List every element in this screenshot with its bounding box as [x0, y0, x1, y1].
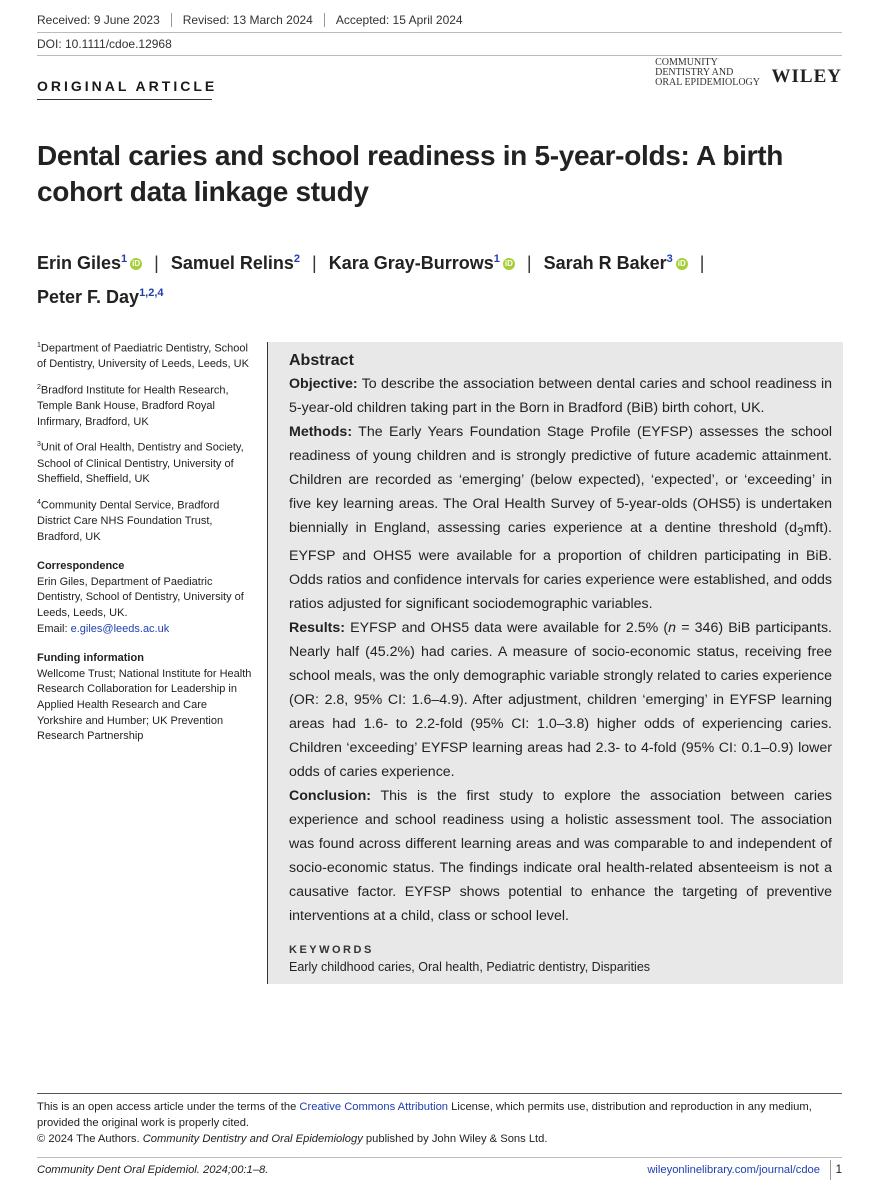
- author-separator: |: [312, 253, 317, 273]
- keywords-heading: KEYWORDS: [289, 944, 374, 956]
- sidebar: [37, 338, 252, 752]
- journal-url-link[interactable]: wileyonlinelibrary.com/journal/cdoe: [647, 1164, 820, 1176]
- author-affiliation[interactable]: 1: [493, 253, 500, 265]
- orcid-icon[interactable]: iD: [504, 259, 513, 269]
- license-link[interactable]: Creative Commons Attribution: [299, 1101, 449, 1113]
- revised-date: Revised: 13 March 2024: [182, 13, 313, 27]
- journal-logo: [655, 58, 760, 88]
- affiliation: $^4$Community Dental Service, Bradford District Care NHS Foundation Trust, Bradford, UK: [37, 498, 220, 543]
- funding-heading: Funding information: [37, 652, 144, 665]
- section-label-underline: [37, 99, 212, 100]
- author-affiliation[interactable]: 1: [121, 253, 128, 265]
- author-name[interactable]: Peter F. Day: [37, 287, 140, 307]
- journal-logo-line: COMMUNITY: [655, 57, 718, 68]
- email-link[interactable]: e.giles@leeds.ac.uk: [70, 622, 170, 635]
- abstract-left-rule: [267, 342, 268, 984]
- divider: [830, 1160, 831, 1180]
- keywords-list: Early childhood caries, Oral health, Pediatric dentistry, Disparities: [289, 960, 651, 974]
- footer-rule: [37, 1157, 842, 1158]
- accepted-date: Accepted: 15 April 2024: [335, 13, 463, 27]
- divider: [171, 13, 172, 27]
- funding-text: Wellcome Trust; National Institute for Health Research Collaboration for Leadership in Applied Health Research and Care Yorkshire and Humber; UK Prevention Research Partnership: [37, 667, 252, 743]
- header-rule: [37, 32, 842, 33]
- author-affiliation[interactable]: 2: [293, 253, 301, 265]
- correspondence-text: Erin Giles, Department of Paediatric Dentistry, School of Dentistry, University of Leeds, Leeds, UK. Email: e.giles@leeds.ac.uk: [37, 575, 244, 635]
- footer-rule: [37, 1093, 842, 1094]
- abstract: [289, 350, 832, 928]
- abstract-conclusion: Conclusion: This is the first study to explore the association between caries experience and school readiness using a holistic assessment tool. The association was found across different learning areas and was comparable to and independent of socio-economic status. The findings indicate oral health-related absenteeism is not a causative factor. EYFSP shows potential to enhance the targeting of preventive interventions at a child, class or school level.: [289, 787, 832, 924]
- orcid-icon[interactable]: iD: [132, 259, 141, 269]
- abstract-results: Results: EYFSP and OHS5 data were available for 2.5% (n = 346) BiB participants. Nearly half (45.2%) had caries. A measure of socio-economic status, receiving free school meals, was the only demographic variable strongly related to caries experience (OR: 2.8, 95% CI: 1.6–4.9). After adjustment, children ‘emerging’ in EYFSP learning areas had 1.6- to 2.2-fold (95% CI: 1.0–3.8) higher odds of experiencing caries. Children ‘exceeding’ EYFSP learning areas had 2.3- to 4-fold (95% CI: 0.1–0.9) lower odds of caries experience.: [289, 619, 832, 780]
- affiliation: $^3$Unit of Oral Health, Dentistry and Society, School of Clinical Dentistry, University of Sheffield, Sheffield, UK: [37, 441, 244, 486]
- author-list: [37, 244, 837, 312]
- author-separator: |: [526, 253, 532, 273]
- affiliation: $^2$Bradford Institute for Health Research, Temple Bank House, Bradford Royal Infirmary, Bradford, UK: [37, 383, 229, 428]
- article-history: [37, 13, 463, 27]
- citation: Community Dent Oral Epidemiol. 2024;00:1–8.: [37, 1164, 269, 1176]
- author-affiliation[interactable]: 3: [666, 253, 673, 265]
- abstract-methods: Methods: The Early Years Foundation Stage Profile (EYFSP) assesses the school readiness of young children and is strongly predictive of future academic attainment. Children are recorded as ‘emerging’ (below expected), ‘expected’, or ‘exceeding’ in five key learning areas. The Oral Health Survey of 5-year-olds (OHS5) is undertaken biennially in England, assessing caries experience at a dentine threshold $(d_3mft)$. EYFSP and OHS5 were available for a proportion of children participating in BiB. Odds ratios and confidence intervals for caries experience were established, and odds ratios adjusted for significant sociodemographic variables.: [289, 424, 832, 612]
- author-name[interactable]: Sarah R Baker: [543, 253, 667, 273]
- correspondence-heading: Correspondence: [37, 560, 125, 573]
- author-affiliation[interactable]: 1,2,4: [139, 287, 164, 299]
- section-label: ORIGINAL ARTICLE: [37, 78, 218, 94]
- received-date: Received: 9 June 2023: [37, 13, 160, 27]
- orcid-icon[interactable]: iD: [677, 259, 686, 269]
- journal-logo-line: DENTISTRY AND: [655, 67, 734, 78]
- article-title: Dental caries and school readiness in 5-year-olds: A birth cohort data linkage study: [37, 140, 784, 207]
- doi[interactable]: DOI: 10.1111/cdoe.12968: [37, 37, 172, 51]
- divider: [324, 13, 325, 27]
- affiliation: $^1$Department of Paediatric Dentistry, School of Dentistry, University of Leeds, Leeds, UK: [37, 342, 249, 371]
- author-separator: |: [699, 253, 705, 273]
- publisher-logo: WILEY: [771, 66, 842, 87]
- header-rule: [37, 55, 842, 56]
- abstract-heading: Abstract: [289, 352, 354, 369]
- author-separator: |: [154, 253, 159, 273]
- author-name[interactable]: Samuel Relins: [170, 253, 294, 273]
- abstract-objective: Objective: To describe the association between dental caries and school readiness in 5-year-old children taking part in the Born in Bradford (BiB) birth cohort, UK.: [289, 376, 832, 416]
- author-name[interactable]: Kara Gray-Burrows: [328, 253, 494, 273]
- journal-logo-line: ORAL EPIDEMIOLOGY: [655, 77, 760, 88]
- license-notice: This is an open access article under the terms of the Creative Commons Attribution License, which permits use, distribution and reproduction in any medium, provided the original work is properly cited. © 2024 The Authors. Community Dentistry and Oral Epidemiology published by John Wiley & Sons Ltd.: [37, 1101, 812, 1145]
- author-name[interactable]: Erin Giles: [37, 253, 122, 273]
- page-number: 1: [835, 1164, 842, 1176]
